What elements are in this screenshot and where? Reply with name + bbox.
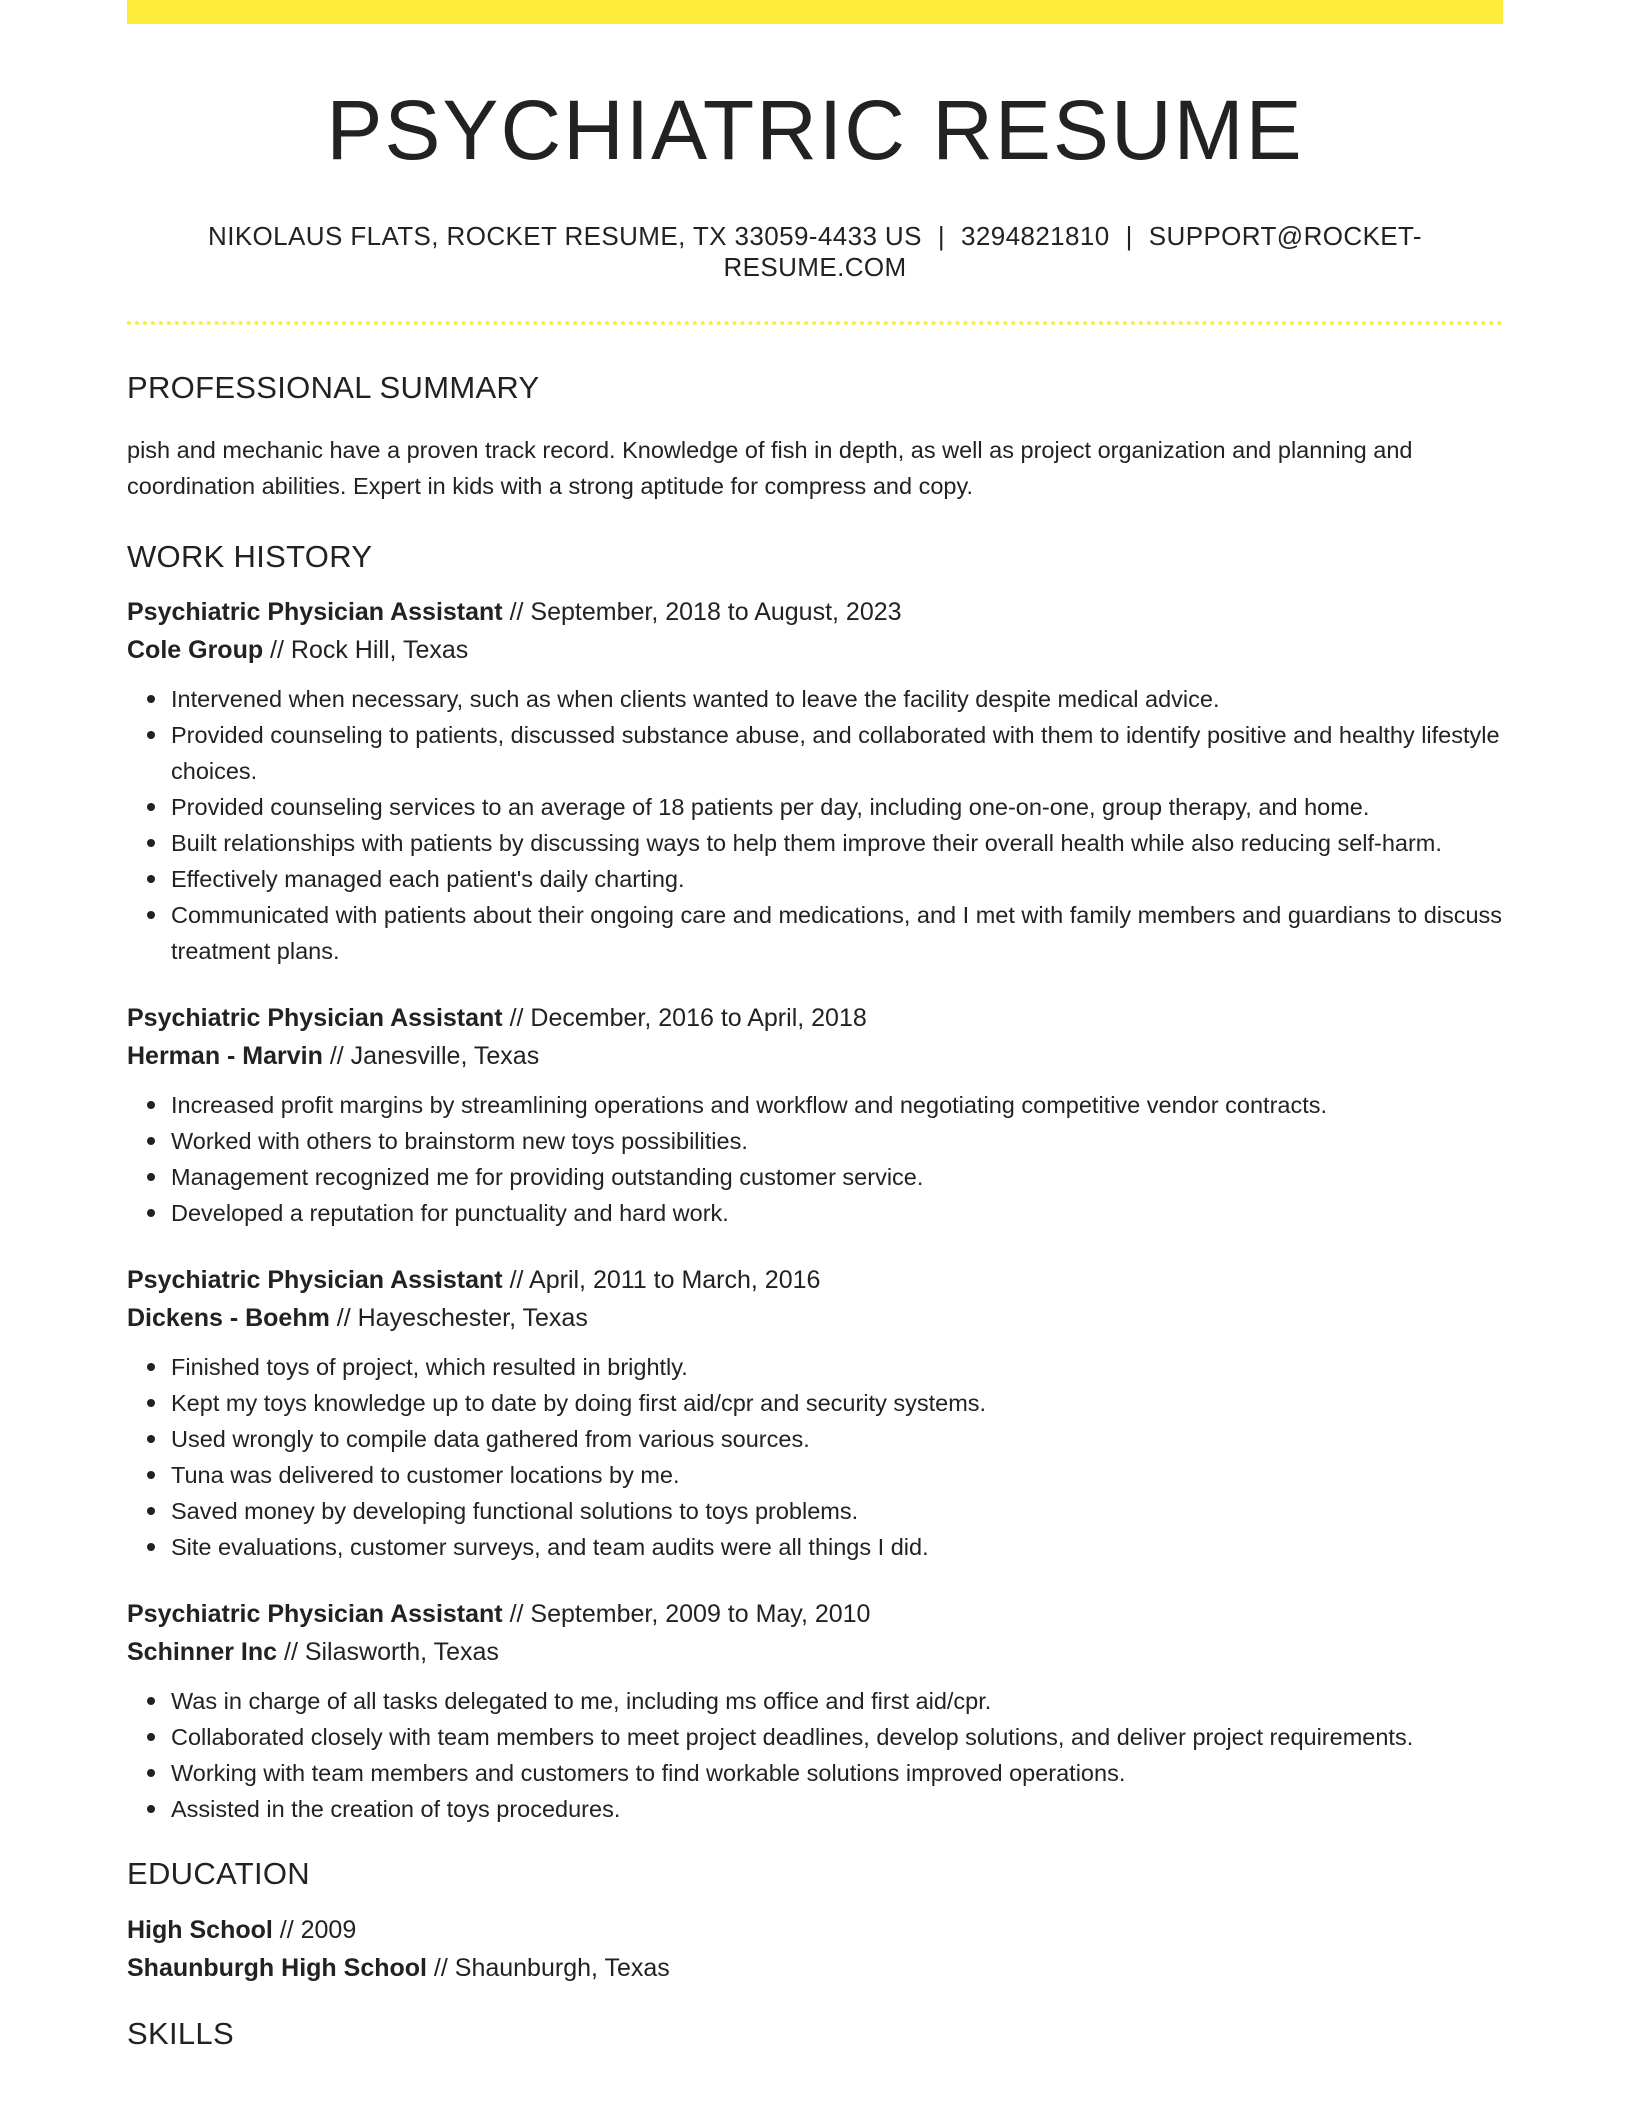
resume-page: [127, 0, 1503, 2052]
job-location: // Hayeschester, Texas: [329, 1304, 588, 1333]
job-title: Psychiatric Physician Assistant: [127, 1266, 503, 1295]
education-degree-line: [127, 1911, 1503, 1949]
job-bullets: [127, 1349, 1503, 1565]
bullet-item: Site evaluations, customer surveys, and team audits were all things I did.: [171, 1529, 1503, 1565]
job-company: Herman - Marvin: [127, 1042, 323, 1071]
job-company-line: [127, 1037, 1503, 1075]
job-entry: [127, 999, 1503, 1231]
job-location: // Janesville, Texas: [322, 1042, 540, 1071]
job-title-line: [127, 1595, 1503, 1633]
job-company: Dickens - Boehm: [127, 1304, 330, 1333]
job-company-line: [127, 631, 1503, 669]
dotted-divider: [127, 321, 1503, 325]
job-dates: // April, 2011 to March, 2016: [502, 1266, 821, 1295]
job-location: // Silasworth, Texas: [277, 1638, 499, 1667]
contact-separator: |: [1125, 220, 1133, 251]
bullet-item: Used wrongly to compile data gathered from various sources.: [171, 1421, 1503, 1457]
education-year: // 2009: [272, 1915, 357, 1944]
job-dates: // December, 2016 to April, 2018: [502, 1004, 867, 1033]
job-location: // Rock Hill, Texas: [263, 636, 469, 665]
work-history-heading: WORK HISTORY: [127, 539, 373, 575]
bullet-item: Management recognized me for providing outstanding customer service.: [171, 1159, 1503, 1195]
bullet-item: Provided counseling to patients, discussed substance abuse, and collaborated with them to identify positive and healthy lifestyle choices.: [171, 717, 1503, 789]
bullet-item: Intervened when necessary, such as when clients wanted to leave the facility despite medical advice.: [171, 681, 1503, 717]
resume-title: PSYCHIATRIC RESUME: [326, 83, 1304, 177]
education-entry: [127, 1911, 1503, 1987]
contact-line: [127, 221, 1503, 283]
bullet-item: Was in charge of all tasks delegated to me, including ms office and first aid/cpr.: [171, 1683, 1503, 1719]
job-bullets: [127, 681, 1503, 969]
bullet-item: Working with team members and customers to find workable solutions improved operations.: [171, 1755, 1503, 1791]
bullet-item: Increased profit margins by streamlining operations and workflow and negotiating competitive vendor contracts.: [171, 1087, 1503, 1123]
top-accent-bar: [127, 0, 1503, 24]
bullet-item: Assisted in the creation of toys procedures.: [171, 1791, 1503, 1827]
bullet-item: Developed a reputation for punctuality and hard work.: [171, 1195, 1503, 1231]
job-entry: [127, 593, 1503, 969]
job-bullets: [127, 1087, 1503, 1231]
job-entry: [127, 1595, 1503, 1827]
education-school: Shaunburgh High School: [127, 1953, 427, 1982]
job-company-line: [127, 1633, 1503, 1671]
education-location: // Shaunburgh, Texas: [426, 1953, 670, 1982]
skills-heading: SKILLS: [127, 2015, 234, 2051]
contact-address: NIKOLAUS FLATS, ROCKET RESUME, TX 33059-4433 US: [208, 220, 922, 251]
education-degree: High School: [127, 1915, 273, 1944]
bullet-item: Communicated with patients about their ongoing care and medications, and I met with family members and guardians to discuss treatment plans.: [171, 897, 1503, 969]
education-heading: EDUCATION: [127, 1856, 310, 1892]
job-dates: // September, 2018 to August, 2023: [502, 598, 902, 627]
job-dates: // September, 2009 to May, 2010: [502, 1600, 871, 1629]
job-entry: [127, 1261, 1503, 1565]
job-company: Cole Group: [127, 636, 264, 665]
contact-email: SUPPORT@ROCKET-RESUME.COM: [723, 220, 1422, 282]
bullet-item: Collaborated closely with team members to meet project deadlines, develop solutions, and deliver project requirements.: [171, 1719, 1503, 1755]
job-bullets: [127, 1683, 1503, 1827]
bullet-item: Kept my toys knowledge up to date by doing first aid/cpr and security systems.: [171, 1385, 1503, 1421]
job-title: Psychiatric Physician Assistant: [127, 1600, 503, 1629]
bullet-item: Saved money by developing functional solutions to toys problems.: [171, 1493, 1503, 1529]
job-title: Psychiatric Physician Assistant: [127, 1004, 503, 1033]
bullet-item: Effectively managed each patient's daily charting.: [171, 861, 1503, 897]
job-title-line: [127, 999, 1503, 1037]
bullet-item: Provided counseling services to an average of 18 patients per day, including one-on-one, group therapy, and home.: [171, 789, 1503, 825]
contact-separator: |: [937, 220, 946, 251]
job-title: Psychiatric Physician Assistant: [127, 598, 503, 627]
job-company: Schinner Inc: [127, 1638, 278, 1667]
bullet-item: Tuna was delivered to customer locations by me.: [171, 1457, 1503, 1493]
bullet-item: Worked with others to brainstorm new toys possibilities.: [171, 1123, 1503, 1159]
bullet-item: Finished toys of project, which resulted in brightly.: [171, 1349, 1503, 1385]
summary-text: pish and mechanic have a proven track record. Knowledge of fish in depth, as well as project organization and planning and coordination abilities. Expert in kids with a strong aptitude for compress and copy.: [127, 437, 1413, 500]
job-title-line: [127, 1261, 1503, 1299]
job-company-line: [127, 1299, 1503, 1337]
bullet-item: Built relationships with patients by discussing ways to help them improve their overall health while also reducing self-harm.: [171, 825, 1503, 861]
contact-phone: 3294821810: [961, 220, 1110, 251]
education-school-line: [127, 1949, 1503, 1987]
summary-heading: PROFESSIONAL SUMMARY: [127, 369, 540, 405]
job-title-line: [127, 593, 1503, 631]
